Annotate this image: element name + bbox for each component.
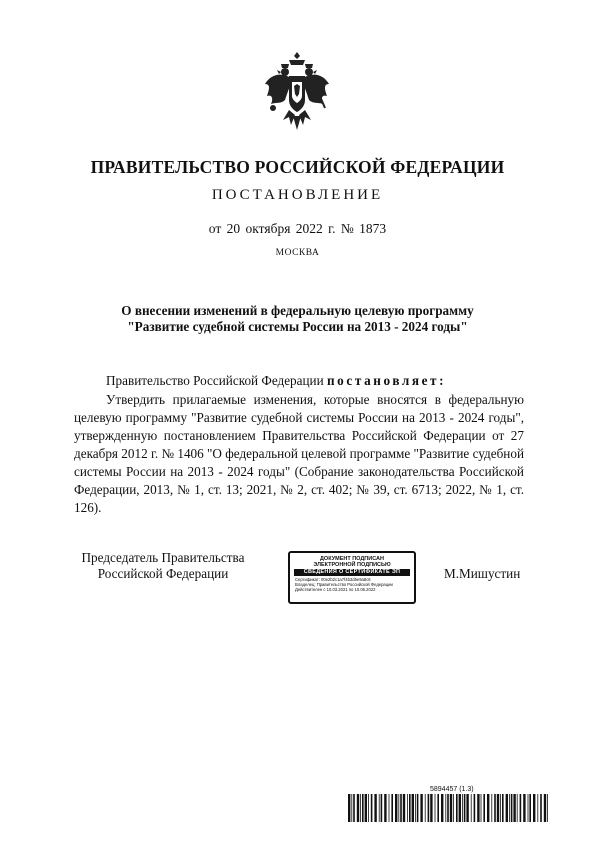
barcode-bar bbox=[506, 794, 508, 822]
barcode-bar bbox=[417, 794, 419, 822]
barcode-bar bbox=[384, 794, 386, 822]
barcode-bar bbox=[487, 794, 489, 822]
barcode-bar bbox=[420, 794, 422, 822]
barcode-bar bbox=[513, 794, 515, 822]
document-title-line1: О внесении изменений в федеральную целевую программу bbox=[121, 303, 474, 318]
barcode-bar bbox=[464, 794, 466, 822]
document-date-number: от 20 октября 2022 г. № 1873 bbox=[208, 221, 387, 236]
resolution-paragraph: Утвердить прилагаемые изменения, которые вносятся в федеральную целевую программу "Развитие судебной системы России на 2013 - 2024 годы", утвержденную постановлением Правительства Российской Федерации от 27 декабря 2012 г. № 1406 "О федеральной целевой программе "Развитие судебной системы России на 2013 - 2024 годы" (Собрание законодательства Российской Федерации, 2013, № 1, ст. 13; 2021, № 2, ст. 402; № 39, ст. 6713; 2022, № 1, ст. 126). bbox=[74, 392, 525, 515]
barcode-bar bbox=[379, 794, 380, 822]
barcode-bar bbox=[471, 794, 472, 822]
barcode-bar bbox=[425, 794, 426, 822]
barcode-bar bbox=[407, 794, 408, 822]
signatory-position bbox=[74, 550, 252, 582]
barcode-bar bbox=[437, 794, 439, 822]
barcode-bar bbox=[474, 794, 476, 822]
barcode-bar bbox=[509, 794, 510, 822]
barcode-bar bbox=[430, 794, 432, 822]
electronic-signature-stamp bbox=[288, 551, 416, 604]
barcode-bar bbox=[381, 794, 383, 822]
barcode-bar bbox=[441, 794, 443, 822]
stamp-line3: СВЕДЕНИЯ О СЕРТИФИКАТЕ ЭП bbox=[294, 569, 410, 576]
barcode-bar bbox=[400, 794, 402, 822]
signatory-name: М.Мишустин bbox=[444, 566, 521, 581]
barcode-bar bbox=[547, 794, 548, 822]
barcode-bar bbox=[459, 794, 461, 822]
stamp-detail2: Владелец: Правительство Российской Федерации bbox=[295, 582, 393, 587]
barcode-bar bbox=[456, 794, 458, 822]
barcode-bar bbox=[365, 794, 367, 822]
barcode-bar bbox=[494, 794, 496, 822]
barcode-bar bbox=[520, 794, 522, 822]
resolution-body bbox=[74, 391, 524, 517]
barcode-bar bbox=[528, 794, 529, 822]
intro-resolves: постановляет: bbox=[326, 373, 447, 388]
barcode-bar bbox=[428, 794, 430, 822]
barcode-bar bbox=[533, 794, 535, 822]
intro-prefix: Правительство Российской Федерации bbox=[106, 373, 327, 388]
barcode-bar bbox=[491, 794, 492, 822]
barcode-bar bbox=[374, 794, 376, 822]
barcode-bar bbox=[483, 794, 485, 822]
barcode-bar bbox=[462, 794, 463, 822]
barcode-bar bbox=[389, 794, 390, 822]
barcode-bar bbox=[398, 794, 399, 822]
barcode-bar bbox=[391, 794, 393, 822]
barcode-bar bbox=[348, 794, 350, 822]
document-title-line2: "Развитие судебной системы России на 2013 - 2024 годы" bbox=[127, 319, 468, 334]
barcode-bar bbox=[357, 794, 359, 822]
barcode-bar bbox=[544, 794, 546, 822]
barcode-bar bbox=[450, 794, 452, 822]
barcode-bar bbox=[500, 794, 501, 822]
barcode-bar bbox=[502, 794, 504, 822]
barcode-bar bbox=[511, 794, 513, 822]
coat-of-arms-icon bbox=[263, 50, 331, 136]
barcode-bar bbox=[412, 794, 414, 822]
barcode-bar bbox=[477, 794, 479, 822]
barcode-bar bbox=[453, 794, 454, 822]
stamp-detail3: Действителен с 10.03.2021 по 10.06.2022 bbox=[295, 587, 376, 592]
city: МОСКВА bbox=[275, 248, 320, 258]
document-type: ПОСТАНОВЛЕНИЕ bbox=[211, 187, 384, 203]
barcode-bar bbox=[497, 794, 499, 822]
barcode-bar bbox=[529, 794, 531, 822]
barcode-number: 5894457 (1.3) bbox=[430, 786, 474, 793]
signatory-position-line1: Председатель Правительства bbox=[81, 550, 245, 565]
barcode-bar bbox=[403, 794, 405, 822]
barcode-bar bbox=[395, 794, 397, 822]
barcode-bar bbox=[445, 794, 446, 822]
resolution-intro bbox=[106, 373, 446, 389]
barcode-bar bbox=[371, 794, 373, 822]
barcode-bar bbox=[447, 794, 449, 822]
barcode-bar bbox=[537, 794, 538, 822]
barcode-icon bbox=[348, 794, 550, 822]
barcode-bar bbox=[415, 794, 416, 822]
barcode-bar bbox=[360, 794, 361, 822]
barcode-bar bbox=[435, 794, 436, 822]
barcode-bar bbox=[517, 794, 518, 822]
barcode-bar bbox=[523, 794, 525, 822]
barcode-bar bbox=[409, 794, 411, 822]
barcode-bar bbox=[540, 794, 542, 822]
barcode-bar bbox=[351, 794, 352, 822]
barcode-bar bbox=[353, 794, 355, 822]
barcode-bar bbox=[362, 794, 364, 822]
barcode-bar bbox=[368, 794, 369, 822]
signatory-position-line2: Российской Федерации bbox=[97, 566, 229, 581]
stamp-line1: ДОКУМЕНТ ПОДПИСАН bbox=[320, 556, 384, 562]
document-title bbox=[0, 303, 595, 335]
government-title: ПРАВИТЕЛЬСТВО РОССИЙСКОЙ ФЕДЕРАЦИИ bbox=[90, 157, 505, 177]
stamp-line2: ЭЛЕКТРОННОЙ ПОДПИСЬЮ bbox=[313, 562, 391, 568]
barcode-bar bbox=[481, 794, 482, 822]
barcode-bar bbox=[466, 794, 468, 822]
stamp-detail1: Сертификат: 00e2b2c1a7f4b3d5e9a8c6 bbox=[295, 577, 371, 582]
